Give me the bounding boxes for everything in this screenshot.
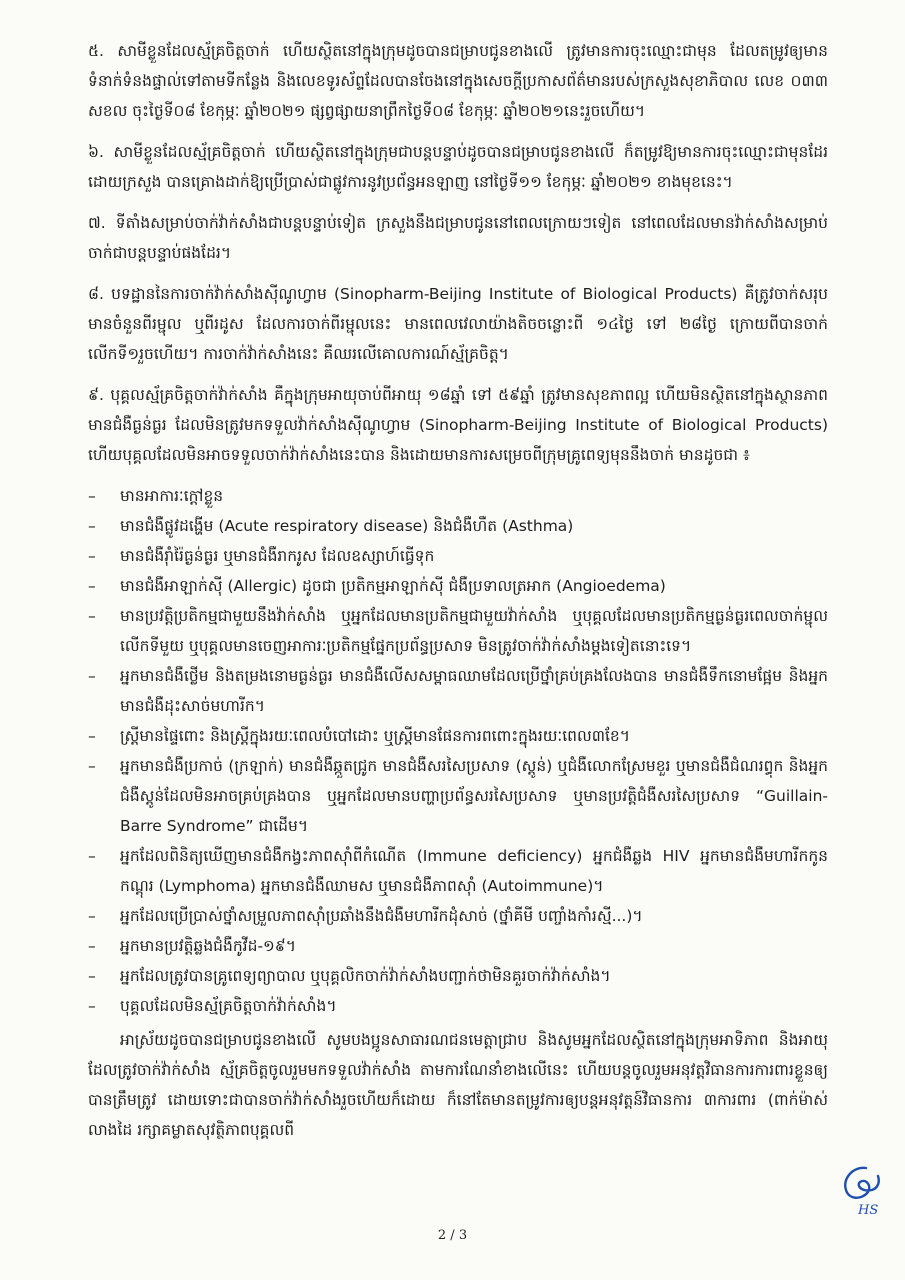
list-item: – អ្នកដែលប្រើប្រាស់ថ្នាំសម្រួលភាពស៊ាំប្រឆាំងនឹងជំងឺមហារីកដុំសាច់ (ថ្នាំគីមី បញ្ចាំងកាំរស្មី...)។ (88, 901, 828, 931)
conclusion-paragraph: អាស្រ័យដូចបានជម្រាបជូនខាងលើ សូមបងប្អូនសាធារណជនមេត្តាជ្រាប និងសូមអ្នកដែលស្ថិតនៅក្នុងក្រុមអាទិភាព និងអាយុដែលត្រូវចាក់វ៉ាក់សាំង ស្ម័គ្រចិត្តចូលរួមមកទទួលវ៉ាក់សាំង តាមការណែនាំខាងលើនេះ ហើយបន្តចូលរួមអនុវត្តវិធានការការពារខ្លួនឲ្យបានត្រឹមត្រូវ ដោយទោះជាបានចាក់វ៉ាក់សាំងរួចហើយក៏ដោយ ក៏នៅតែមានតម្រូវការឲ្យបន្តអនុវត្តន៍វិធានការ ៣ការពារ (ពាក់ម៉ាស់ លាងដៃ រក្សាគម្លាតសុវត្ថិភាពបុគ្គលពី (88, 1031, 828, 1139)
dash-bullet: – (88, 757, 96, 775)
list-item: – មានជំងឺអាឡាក់ស៊ី (Allergic) ដូចជា ប្រតិកម្មអាឡាក់ស៊ី ជំងឺប្រទាលត្រអាក (Angioedema) (88, 571, 828, 601)
list-item: – អ្នកដែលត្រូវបានគ្រូពេទ្យព្យាបាល ឬបុគ្គលិកចាក់វ៉ាក់សាំងបញ្ជាក់ថាមិនគួរចាក់វ៉ាក់សាំង។ (88, 961, 828, 991)
dash-bullet: – (88, 727, 96, 745)
list-item: – មានជំងឺរ៉ាំរ៉ៃធ្ងន់ធ្ងរ ឬមានជំងឺរាករូស ដែលឧស្សាហ៍ធ្វើទុក (88, 541, 828, 571)
paragraph-7: ៧. ទីតាំងសម្រាប់ចាក់វ៉ាក់សាំងជាបន្តបន្ទាប់ទៀត ក្រសួងនឹងជម្រាបជូននៅពេលក្រោយៗទៀត នៅពេលដែលមានវ៉ាក់សាំងសម្រាប់ចាក់ជាបន្តបន្ទាប់ផងដែរ។ (88, 214, 828, 262)
handwritten-initials (836, 1160, 886, 1220)
contraindication-list (88, 481, 828, 1021)
document-body (88, 36, 828, 1156)
list-item: – អ្នកដែលពិនិត្យឃើញមានជំងឺកង្វះភាពស៊ាំពីកំណើត (Immune deficiency) អ្នកជំងឺឆ្លង HIV អ្នកមានជំងឺមហារីកកូនកណ្តុរ (Lymphoma) អ្នកមានជំងឺឈាមស ឬមានជំងឺភាពស៊ាំ (Autoimmune)។ (88, 841, 828, 901)
dash-bullet: – (88, 577, 96, 595)
list-item: – មានអាការៈក្តៅខ្លួន (88, 481, 828, 511)
dash-bullet: – (88, 997, 96, 1015)
dash-bullet: – (88, 847, 96, 865)
page-number: 2 / 3 (437, 1228, 468, 1243)
dash-bullet: – (88, 937, 96, 955)
list-item: – បុគ្គលដែលមិនស្ម័គ្រចិត្តចាក់វ៉ាក់សាំង។ (88, 991, 828, 1021)
paragraph-6: ៦. សាមីខ្លួនដែលស្ម័គ្រចិត្តចាក់ ហើយស្ថិតនៅក្នុងក្រុមជាបន្តបន្ទាប់ដូចបានជម្រាបជូនខាងលើ ក៏តម្រូវឱ្យមានការចុះឈ្មោះជាមុនដែរ ដោយក្រសួង បានគ្រោងដាក់ឱ្យប្រើប្រាស់ជាផ្លូវការនូវប្រព័ន្ធអនឡាញ នៅថ្ងៃទី១១ ខែកុម្ភៈ ឆ្នាំ២០២១ ខាងមុខនេះ។ (88, 143, 828, 191)
initials-text: HS (858, 1203, 879, 1218)
list-item: – មានជំងឺផ្លូវដង្ហើម (Acute respiratory disease) និងជំងឺហឺត (Asthma) (88, 511, 828, 541)
paragraph-8: ៨. បទដ្ឋាននៃការចាក់វ៉ាក់សាំងស៊ីណូហ្វាម (Sinopharm-Beijing Institute of Biological Products) គឺត្រូវចាក់សរុបមានចំនួនពីរម្ជុល ឬពីរដូស ដែលការចាក់ពីរម្ជុលនេះ មានពេលវេលាយ៉ាងតិចចន្លោះពី ១៤ថ្ងៃ ទៅ ២៨ថ្ងៃ ក្រោយពីបានចាក់លើកទី១រួចហើយ។ ការចាក់វ៉ាក់សាំងនេះ គឺឈរលើគោលការណ៍ស្ម័គ្រចិត្ត។ (88, 285, 828, 363)
dash-bullet: – (88, 547, 96, 565)
dash-bullet: – (88, 607, 96, 625)
list-item: – មានប្រវត្តិប្រតិកម្មជាមួយនឹងវ៉ាក់សាំង ឬអ្នកដែលមានប្រតិកម្មជាមួយវ៉ាក់សាំង ឬបុគ្គលដែលមានប្រតិកម្មធ្ងន់ធ្ងរពេលចាក់ម្ជុលលើកទីមួយ ឬបុគ្គលមានចេញអាការៈប្រតិកម្មផ្នែកប្រព័ន្ធប្រសាទ មិនត្រូវចាក់វ៉ាក់សាំងម្តងទៀតនោះទេ។ (88, 601, 828, 661)
dash-bullet: – (88, 487, 96, 505)
list-item: – ស្ត្រីមានផ្ទៃពោះ និងស្ត្រីក្នុងរយៈពេលបំបៅដោះ ឬស្ត្រីមានផែនការពពោះក្នុងរយៈពេល៣ខែ។ (88, 721, 828, 751)
dash-bullet: – (88, 967, 96, 985)
dash-bullet: – (88, 907, 96, 925)
paragraph-5: ៥. សាមីខ្លួនដែលស្ម័គ្រចិត្តចាក់ ហើយស្ថិតនៅក្នុងក្រុមដូចបានជម្រាបជូនខាងលើ ត្រូវមានការចុះឈ្មោះជាមុន ដែលតម្រូវឲ្យមានទំនាក់ទំនងផ្ទាល់ទៅតាមទីកន្លែង និងលេខទូរស័ព្ទដែលបានចែងនៅក្នុងសេចក្តីប្រកាសព័ត៌មានរបស់ក្រសួងសុខាភិបាល លេខ ០៣៣ សខល ចុះថ្ងៃទី០៨ ខែកុម្ភៈ ឆ្នាំ២០២១ ផ្សព្វផ្សាយនាព្រឹកថ្ងៃទី០៨ ខែកុម្ភៈ ឆ្នាំ២០២១នេះរួចហើយ។ (88, 42, 828, 120)
dash-bullet: – (88, 517, 96, 535)
list-item: – អ្នកមានជំងឺប្រកាច់ (ក្រឡាក់) មានជំងឺឆ្កួតជ្រូក មានជំងឺសរសៃប្រសាទ (ស្តូន់) ឬជំងឺលោកស្រែមខួរ ឬមានជំងឺជំណរព្ធុក និងអ្នកជំងឺស្តូន់ដែលមិនអាចគ្រប់គ្រងបាន ឬអ្នកដែលមានបញ្ហាប្រព័ន្ធសរសៃប្រសាទ ឬមានប្រវត្តិជំងឺសរសៃប្រសាទ “Guillain-Barre Syndrome” ជាដើម។ (88, 751, 828, 841)
list-item: – អ្នកមានប្រវត្តិឆ្លងជំងឺកូវីដ-១៩។ (88, 931, 828, 961)
list-item: – អ្នកមានជំងឺថ្លើម និងតម្រងនោមធ្ងន់ធ្ងរ មានជំងឺលើសសម្ពាធឈាមដែលប្រើថ្នាំគ្រប់គ្រងលែងបាន មានជំងឺទឹកនោមផ្អែម និងអ្នកមានជំងឺដុះសាច់មហារីក។ (88, 661, 828, 721)
paragraph-9: ៩. បុគ្គលស្ម័គ្រចិត្តចាក់វ៉ាក់សាំង គឺក្នុងក្រុមអាយុចាប់ពីអាយុ ១៨ឆ្នាំ ទៅ ៥៩ឆ្នាំ ត្រូវមានសុខភាពល្អ ហើយមិនស្ថិតនៅក្នុងស្ថានភាពមានជំងឺធ្ងន់ធ្ងរ ដែលមិនត្រូវមកទទួលវ៉ាក់សាំងស៊ីណូហ្វាម (Sinopharm-Beijing Institute of Biological Products) ហើយបុគ្គលដែលមិនអាចទទួលចាក់វ៉ាក់សាំងនេះបាន និងដោយមានការសម្រេចពីក្រុមគ្រូពេទ្យមុននឹងចាក់ មានដូចជា ៖ (88, 386, 828, 464)
dash-bullet: – (88, 667, 96, 685)
